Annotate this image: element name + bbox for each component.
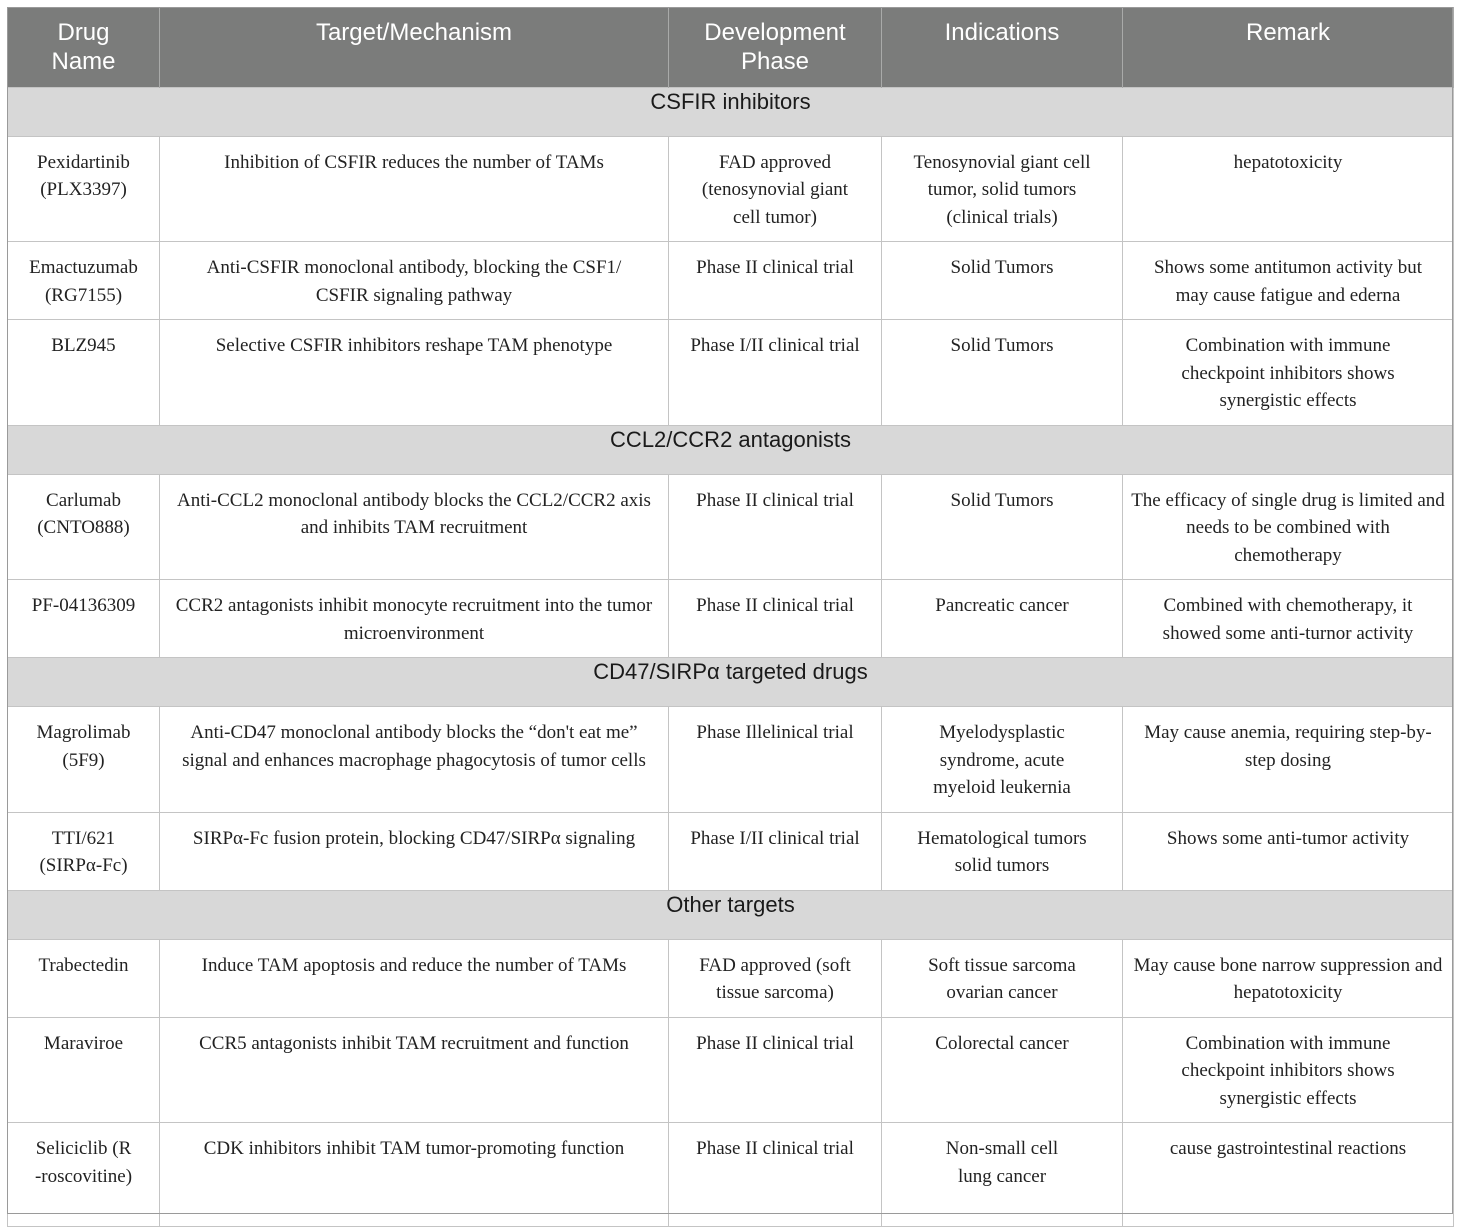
drug-name-cell: Maraviroe (8, 1017, 160, 1123)
phase-cell: Phase I/II clinical trial (669, 812, 882, 890)
drug-name-cell: BLZ945 (8, 320, 160, 426)
indications-cell: Solid Tumors (882, 320, 1123, 426)
remark-cell: May cause anemia, requiring step-by-step dosing (1123, 707, 1454, 813)
table-row (8, 1017, 1454, 1123)
indications-cell: Solid Tumors (882, 474, 1123, 580)
table-row (8, 812, 1454, 890)
target-cell: Induce TAM apoptosis and reduce the number of TAMs (160, 939, 669, 1017)
target-cell: Anti-CCL2 monoclonal antibody blocks the CCL2/CCR2 axis and inhibits TAM recruitment (160, 474, 669, 580)
remark-cell: Shows some antitumon activity but may cause fatigue and ederna (1123, 242, 1454, 320)
section-row (8, 890, 1454, 939)
header-remark: Remark (1123, 7, 1454, 87)
phase-cell: FAD approved (tenosynovial giant cell tumor) (669, 136, 882, 242)
indications-cell: Solid Tumors (882, 242, 1123, 320)
target-cell: CDK inhibitors inhibit TAM tumor-promoting function (160, 1123, 669, 1227)
target-cell: SIRPα-Fc fusion protein, blocking CD47/SIRPα signaling (160, 812, 669, 890)
table-row (8, 242, 1454, 320)
drug-name-cell: Pexidartinib (PLX3397) (8, 136, 160, 242)
remark-cell: Combination with immune checkpoint inhibitors shows synergistic effects (1123, 320, 1454, 426)
target-cell: Anti-CSFIR monoclonal antibody, blocking the CSF1/ CSFIR signaling pathway (160, 242, 669, 320)
remark-cell: Combined with chemotherapy, it showed some anti-turnor activity (1123, 580, 1454, 658)
drug-name-cell: Seliciclib (R-roscovitine) (8, 1123, 160, 1227)
phase-cell: Phase I/II clinical trial (669, 320, 882, 426)
drug-name-cell: PF-04136309 (8, 580, 160, 658)
phase-cell: Phase Illelinical trial (669, 707, 882, 813)
drug-name-cell: Emactuzumab (RG7155) (8, 242, 160, 320)
table-row (8, 580, 1454, 658)
remark-cell: cause gastrointestinal reactions (1123, 1123, 1454, 1227)
indications-cell: Colorectal cancer (882, 1017, 1123, 1123)
section-row (8, 658, 1454, 707)
section-title: CCL2/CCR2 antagonists (8, 425, 1454, 474)
indications-cell: Non-small cell lung cancer (882, 1123, 1123, 1227)
phase-cell: Phase II clinical trial (669, 474, 882, 580)
remark-cell: The efficacy of single drug is limited and needs to be combined with chemotherapy (1123, 474, 1454, 580)
remark-cell: May cause bone narrow suppression and hepatotoxicity (1123, 939, 1454, 1017)
target-cell: Selective CSFIR inhibitors reshape TAM phenotype (160, 320, 669, 426)
header-drug-name: Drug Name (8, 7, 160, 87)
phase-cell: Phase II clinical trial (669, 1123, 882, 1227)
table-row (8, 939, 1454, 1017)
indications-cell: Soft tissue sarcoma ovarian cancer (882, 939, 1123, 1017)
drug-table (7, 7, 1454, 1227)
remark-cell: Combination with immune checkpoint inhibitors shows synergistic effects (1123, 1017, 1454, 1123)
indications-cell: Myelodysplastic syndrome, acute myeloid leukernia (882, 707, 1123, 813)
phase-cell: Phase II clinical trial (669, 1017, 882, 1123)
table-row (8, 136, 1454, 242)
target-cell: CCR5 antagonists inhibit TAM recruitment and function (160, 1017, 669, 1123)
header-indications: Indications (882, 7, 1123, 87)
table-row (8, 707, 1454, 813)
target-cell: CCR2 antagonists inhibit monocyte recruitment into the tumor microenvironment (160, 580, 669, 658)
header-target-mechanism: Target/Mechanism (160, 7, 669, 87)
remark-cell: Shows some anti-tumor activity (1123, 812, 1454, 890)
drug-name-cell: TTI/621 (SIRPα-Fc) (8, 812, 160, 890)
section-title: CD47/SIRPα targeted drugs (8, 658, 1454, 707)
target-cell: Inhibition of CSFIR reduces the number of TAMs (160, 136, 669, 242)
drug-name-cell: Magrolimab (5F9) (8, 707, 160, 813)
phase-cell: Phase II clinical trial (669, 242, 882, 320)
indications-cell: Pancreatic cancer (882, 580, 1123, 658)
section-title: CSFIR inhibitors (8, 87, 1454, 136)
remark-cell: hepatotoxicity (1123, 136, 1454, 242)
drug-name-cell: Carlumab (CNTO888) (8, 474, 160, 580)
indications-cell: Hematological tumors solid tumors (882, 812, 1123, 890)
section-title: Other targets (8, 890, 1454, 939)
section-row (8, 87, 1454, 136)
header-row (8, 7, 1454, 87)
drug-name-cell: Trabectedin (8, 939, 160, 1017)
phase-cell: Phase II clinical trial (669, 580, 882, 658)
section-row (8, 425, 1454, 474)
phase-cell: FAD approved (soft tissue sarcoma) (669, 939, 882, 1017)
table-row (8, 474, 1454, 580)
header-development-phase: Development Phase (669, 7, 882, 87)
indications-cell: Tenosynovial giant cell tumor, solid tumors (clinical trials) (882, 136, 1123, 242)
table-row (8, 1123, 1454, 1227)
target-cell: Anti-CD47 monoclonal antibody blocks the “don't eat me” signal and enhances macrophage phagocytosis of tumor cells (160, 707, 669, 813)
table-row (8, 320, 1454, 426)
